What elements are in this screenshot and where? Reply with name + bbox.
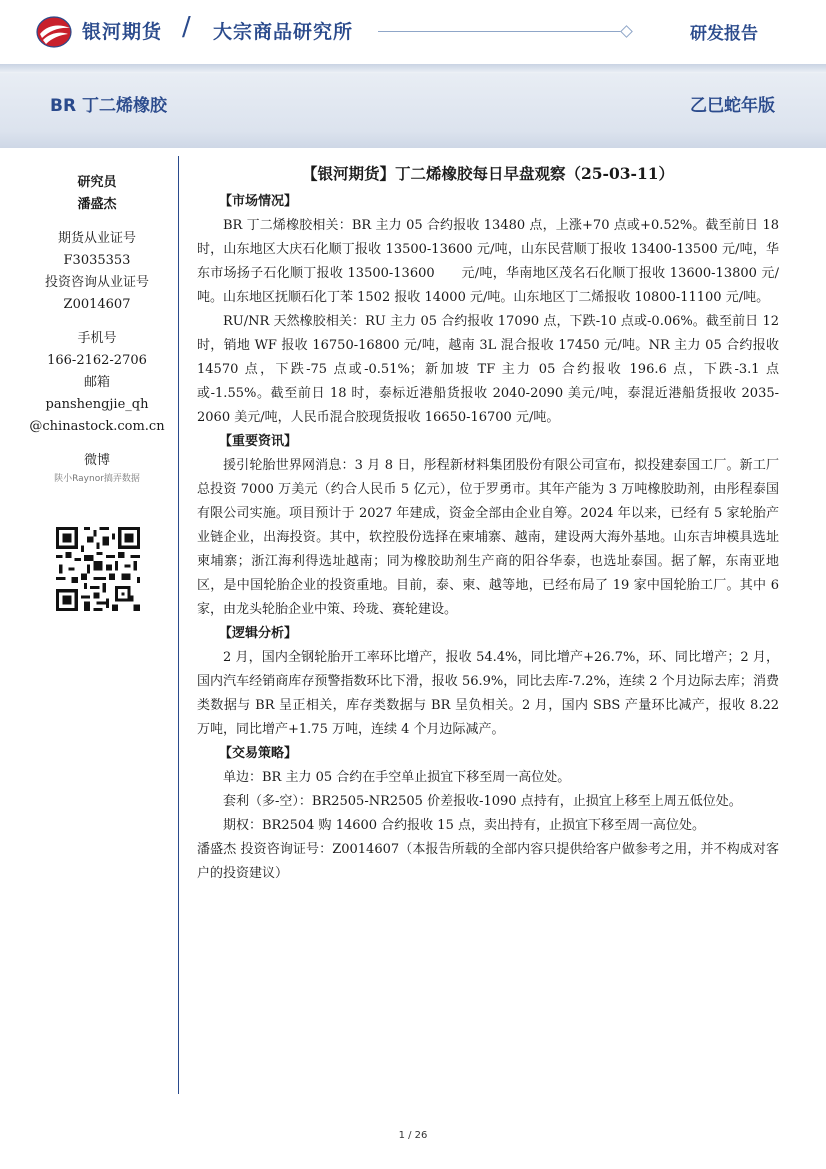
galaxy-futures-logo [34,14,74,50]
email-value-line1[interactable]: panshengjie_qh [45,397,149,412]
paragraph-news: 援引轮胎世界网消息：3 月 8 日，彤程新材料集团股份有限公司宣布，拟投建泰国工厂。新工厂总投资 7000 万美元（约合人民币 5 亿元），位于罗勇市。其年产能为 3 万吨橡胶助剂，由彤程泰国有限公司实施。项目预计于 2027 年建成，资金全部由企业自筹。2024 年以来，已经有 5 家轮胎产业链企业，出海投资。其中，软控股份选择在柬埔寨、越南，建设两大海外基地。山东吉坤模具选址柬埔寨；浙江海利得选址越南；同为橡胶助剂生产商的阳谷华泰，也选址泰国。据了解，东南亚地区，是中国轮胎企业的投资重地。目前，泰、柬、越等地，已经布局了 19 家中国轮胎工厂。其中 6 家，由龙头轮胎企业中策、玲珑、赛轮建设。 [197,458,779,617]
section-heading-logic: 【逻辑分析】 [219,626,298,641]
page-header [0,0,826,64]
paragraph-arbitrage: 套利（多-空）：BR2505-NR2505 价差报收-1090 点持有，止损宜上移至上周五低位处。 [223,794,742,809]
header-divider [378,31,630,32]
cert1-value: F3035353 [63,253,131,268]
paragraph-br: BR 丁二烯橡胶相关：BR 主力 05 合约报收 13480 点，上涨+70 点或+0.52%。截至前日 18 时，山东地区大庆石化顺丁报收 13500-13600 元/吨，山东民营顺丁报收 13400-13500 元/吨，华东市场扬子石化顺丁报收 13500-13600 元/吨，华南地区茂名石化顺丁报收 13600-13800 元/吨。山东地区抚顺石化丁苯 1502 报收 14000 元/吨。山东地区丁二烯报收 10800-11100 元/吨。 [197,218,779,305]
page-number: 1 / 26 [398,1130,428,1141]
paragraph-ru: RU/NR 天然橡胶相关：RU 主力 05 合约报收 17090 点，下跌-10 点或-0.06%。截至前日 12 时，销地 WF 报收 16750-16800 元/吨，越南 3L 混合报收 17450 元/吨。NR 主力 05 合约报收 14570 点，下跌-75 点或-0.51%；新加坡 TF 主力 05 合约报收 196.6 点，下跌-3.1 点或-1.55%。截至前日 18 时，泰标近港船货报收 2040-2090 美元/吨，泰混近港船货报收 2035-2060 美元/吨，人民币混合胶现货报收 16650-16700 元/吨。 [197,314,779,425]
section-heading-market: 【市场情况】 [219,194,298,209]
section-heading-news: 【重要资讯】 [219,434,298,449]
cert2-value: Z0014607 [63,297,131,312]
report-type: 研发报告 [690,24,758,44]
role-label: 研究员 [77,175,117,190]
brand-separator: / [182,12,191,42]
paragraph-logic: 2 月，国内全钢轮胎开工率环比增产，报收 54.4%，同比增产+26.7%，环、同比增产；2 月，国内汽车经销商库存预警指数环比下滑，报收 56.9%，同比去库-7.2%，连续 2 个月边际去库；消费类数据与 BR 呈正相关，库存类数据与 BR 呈负相关。2 月，国内 SBS 产量环比减产，报收 8.22 万吨，同比增产+1.75 万吨，连续 4 个月边际减产。 [197,650,779,737]
analyst-sidebar [20,172,174,486]
qr-code-icon [53,524,143,614]
phone-value: 166-2162-2706 [47,353,147,368]
section-heading-strategy: 【交易策略】 [219,746,298,761]
email-value-line2[interactable]: @chinastock.com.cn [29,419,165,434]
paragraph-option: 期权：BR2504 购 14600 合约报收 15 点，卖出持有，止损宜下移至周一高位处。 [223,818,705,833]
column-divider [178,156,179,1094]
cert1-label: 期货从业证号 [57,231,136,246]
cert2-label: 投资咨询从业证号 [44,275,149,290]
report-title: 【银河期货】丁二烯橡胶每日早盘观察（25-03-11） [301,164,675,183]
brand-name: 银河期货 [82,21,163,43]
weibo-label: 微博 [83,453,110,468]
edition-label: 乙巳蛇年版 [690,96,775,116]
report-body [197,162,779,886]
email-label: 邮箱 [83,375,110,390]
band-shadow [0,64,826,72]
paragraph-single-side: 单边：BR 主力 05 合约在手空单止损宜下移至周一高位处。 [223,770,571,785]
phone-label: 手机号 [77,331,117,346]
analyst-name: 潘盛杰 [77,197,117,212]
weibo-account: 陕小Raynor搞弄数据 [54,474,140,484]
disclaimer: 潘盛杰 投资咨询证号：Z0014607（本报告所载的全部内容只提供给客户做参考之用，并不构成对客户的投资建议） [197,842,779,881]
diamond-icon [620,25,633,38]
product-title: BR 丁二烯橡胶 [50,96,167,116]
institute-name: 大宗商品研究所 [213,21,354,43]
